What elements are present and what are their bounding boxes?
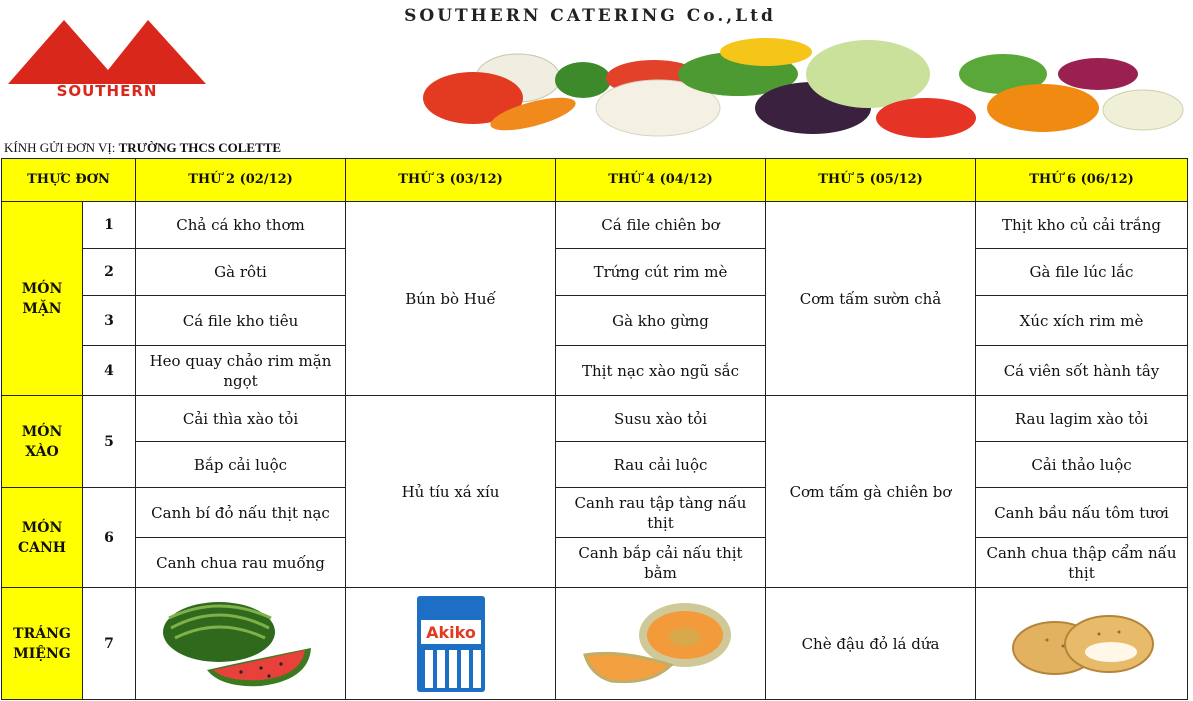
dish-cell: Cải thìa xào tỏi <box>136 396 346 442</box>
dish-cell: Canh rau tập tàng nấu thịt <box>556 488 766 538</box>
logo-text: SOUTHERN <box>56 82 158 100</box>
watermelon-image <box>161 598 321 690</box>
company-name: SOUTHERN CATERING Co.,Ltd <box>404 6 776 26</box>
dessert-cell-thu6 <box>976 588 1188 700</box>
menu-corner-header: THỰC ĐƠN <box>2 159 136 202</box>
akiko-snack-image <box>415 594 487 694</box>
category-trang-mieng: TRÁNG MIỆNG <box>2 588 83 700</box>
category-mon-canh: MÓN CANH <box>2 488 83 588</box>
vegetables-banner-image <box>418 34 1188 138</box>
dessert-cell-thu2 <box>136 588 346 700</box>
row-number: 1 <box>83 202 136 249</box>
dish-cell: Bắp cải luộc <box>136 442 346 488</box>
dish-cell: Cá viên sốt hành tây <box>976 346 1188 396</box>
dish-cell-thu3-main: Bún bò Huế <box>346 202 556 396</box>
row-number: 5 <box>83 396 136 488</box>
row-number: 6 <box>83 488 136 588</box>
dish-cell: Gà file lúc lắc <box>976 249 1188 296</box>
recipient-name: TRƯỜNG THCS COLETTE <box>118 140 282 155</box>
table-row <box>2 249 1188 296</box>
dish-cell: Gà rôti <box>136 249 346 296</box>
day-header-thu4: THỨ 4 (04/12) <box>556 159 766 202</box>
dish-cell: Canh bắp cải nấu thịt bằm <box>556 538 766 588</box>
dessert-cell-thu5: Chè đậu đỏ lá dứa <box>766 588 976 700</box>
dish-cell: Heo quay chảo rim mặn ngọt <box>136 346 346 396</box>
table-row <box>2 296 1188 346</box>
day-header-thu2: THỨ 2 (02/12) <box>136 159 346 202</box>
dish-cell: Canh chua thập cẩm nấu thịt <box>976 538 1188 588</box>
cracker-image <box>1007 604 1157 684</box>
dish-cell: Rau cải luộc <box>556 442 766 488</box>
row-number: 7 <box>83 588 136 700</box>
dish-cell: Cá file chiên bơ <box>556 202 766 249</box>
category-mon-man: MÓN MẶN <box>2 202 83 396</box>
akiko-brand-text: Akiko <box>425 622 476 642</box>
table-row <box>2 588 1188 700</box>
day-header-thu6: THỨ 6 (06/12) <box>976 159 1188 202</box>
row-number: 2 <box>83 249 136 296</box>
dessert-cell-thu3 <box>346 588 556 700</box>
dish-cell: Trứng cút rim mè <box>556 249 766 296</box>
cantaloupe-image <box>581 599 741 689</box>
table-row <box>2 396 1188 442</box>
dish-cell: Rau lagim xào tỏi <box>976 396 1188 442</box>
table-row <box>2 202 1188 249</box>
table-row <box>2 442 1188 488</box>
menu-table <box>1 158 1188 700</box>
table-row <box>2 538 1188 588</box>
dish-cell-thu3-secondary: Hủ tíu xá xíu <box>346 396 556 588</box>
dish-cell: Gà kho gừng <box>556 296 766 346</box>
dish-cell: Chả cá kho thơm <box>136 202 346 249</box>
dish-cell: Xúc xích rim mè <box>976 296 1188 346</box>
dish-cell: Cải thảo luộc <box>976 442 1188 488</box>
recipient-line <box>4 140 281 156</box>
dish-cell: Canh bí đỏ nấu thịt nạc <box>136 488 346 538</box>
dish-cell: Susu xào tỏi <box>556 396 766 442</box>
table-row <box>2 346 1188 396</box>
dish-cell: Canh bầu nấu tôm tươi <box>976 488 1188 538</box>
dessert-cell-thu4 <box>556 588 766 700</box>
header-row <box>2 159 1188 202</box>
row-number: 3 <box>83 296 136 346</box>
dish-cell: Thịt nạc xào ngũ sắc <box>556 346 766 396</box>
table-row <box>2 488 1188 538</box>
dish-cell-thu5-main: Cơm tấm sườn chả <box>766 202 976 396</box>
day-header-thu3: THỨ 3 (03/12) <box>346 159 556 202</box>
dish-cell: Cá file kho tiêu <box>136 296 346 346</box>
dish-cell-thu5-secondary: Cơm tấm gà chiên bơ <box>766 396 976 588</box>
row-number: 4 <box>83 346 136 396</box>
dish-cell: Thịt kho củ cải trắng <box>976 202 1188 249</box>
category-mon-xao: MÓN XÀO <box>2 396 83 488</box>
recipient-label: KÍNH GỬI ĐƠN VỊ: <box>4 140 119 155</box>
dish-cell: Canh chua rau muống <box>136 538 346 588</box>
day-header-thu5: THỨ 5 (05/12) <box>766 159 976 202</box>
